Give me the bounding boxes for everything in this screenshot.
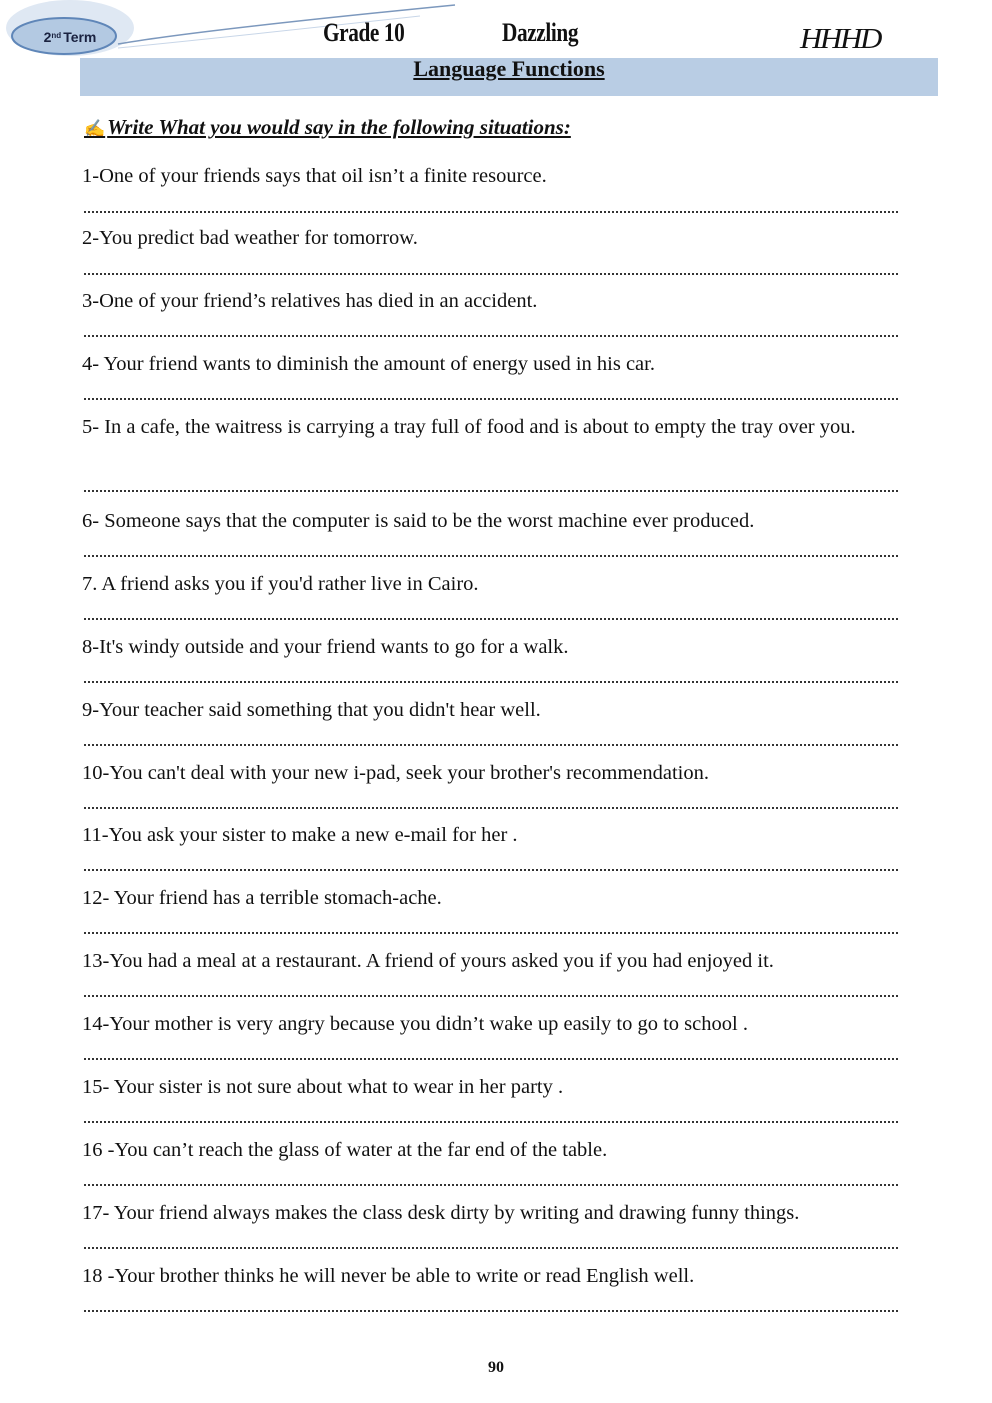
answer-line-12[interactable] — [84, 932, 898, 934]
question-9: 9-Your teacher said something that you didn't hear well. — [82, 699, 541, 721]
question-12: 12- Your friend has a terrible stomach-ache. — [82, 887, 442, 909]
answer-line-18[interactable] — [84, 1310, 898, 1312]
question-8: 8-It's windy outside and your friend wants to go for a walk. — [82, 636, 569, 658]
answer-line-8[interactable] — [84, 681, 898, 683]
question-11: 11-You ask your sister to make a new e-mail for her . — [82, 824, 518, 846]
question-13: 13-You had a meal at a restaurant. A friend of yours asked you if you had enjoyed it. — [82, 950, 774, 972]
book-title: Dazzling — [502, 18, 579, 47]
answer-line-4[interactable] — [84, 398, 898, 400]
section-title: Language Functions — [413, 56, 605, 81]
answer-line-13[interactable] — [84, 995, 898, 997]
answer-line-6[interactable] — [84, 555, 898, 557]
question-1: 1-One of your friends says that oil isn’t a finite resource. — [82, 165, 547, 187]
term-label: Term — [63, 29, 97, 45]
answer-line-7[interactable] — [84, 618, 898, 620]
term-suffix: nd — [51, 30, 62, 40]
instruction — [84, 115, 571, 140]
page-number: 90 — [488, 1359, 504, 1376]
answer-line-14[interactable] — [84, 1058, 898, 1060]
question-3: 3-One of your friend’s relatives has died in an accident. — [82, 290, 538, 312]
term-badge — [24, 22, 116, 52]
answer-line-3[interactable] — [84, 335, 898, 337]
instruction-text: Write What you would say in the following situations: — [107, 115, 571, 139]
answer-line-2[interactable] — [84, 273, 898, 275]
question-6: 6- Someone says that the computer is said to be the worst machine ever produced. — [82, 510, 755, 532]
question-18: 18 -Your brother thinks he will never be able to write or read English well. — [82, 1265, 695, 1287]
answer-line-17[interactable] — [84, 1247, 898, 1249]
question-7: 7. A friend asks you if you'd rather live in Cairo. — [82, 573, 479, 595]
answer-line-15[interactable] — [84, 1121, 898, 1123]
question-15: 15- Your sister is not sure about what to wear in her party . — [82, 1076, 564, 1098]
question-10: 10-You can't deal with your new i-pad, seek your brother's recommendation. — [82, 762, 709, 784]
question-17: 17- Your friend always makes the class desk dirty by writing and drawing funny things. — [82, 1202, 800, 1224]
question-2: 2-You predict bad weather for tomorrow. — [82, 227, 418, 249]
pen-icon: ✍ — [84, 119, 106, 138]
answer-line-5[interactable] — [84, 490, 898, 492]
question-5: 5- In a cafe, the waitress is carrying a tray full of food and is about to empty the tray over you. — [82, 416, 856, 438]
question-16: 16 -You can’t reach the glass of water at the far end of the table. — [82, 1139, 608, 1161]
answer-line-1[interactable] — [84, 211, 898, 213]
answer-line-11[interactable] — [84, 869, 898, 871]
answer-line-16[interactable] — [84, 1184, 898, 1186]
question-4: 4- Your friend wants to diminish the amount of energy used in his car. — [82, 353, 655, 375]
grade-label: Grade 10 — [323, 18, 405, 47]
question-14: 14-Your mother is very angry because you didn’t wake up easily to go to school . — [82, 1013, 748, 1035]
answer-line-9[interactable] — [84, 744, 898, 746]
author-signature: HHHD — [800, 24, 881, 55]
answer-line-10[interactable] — [84, 807, 898, 809]
section-header-bar — [80, 58, 938, 96]
term-ordinal: 2 — [43, 29, 52, 45]
